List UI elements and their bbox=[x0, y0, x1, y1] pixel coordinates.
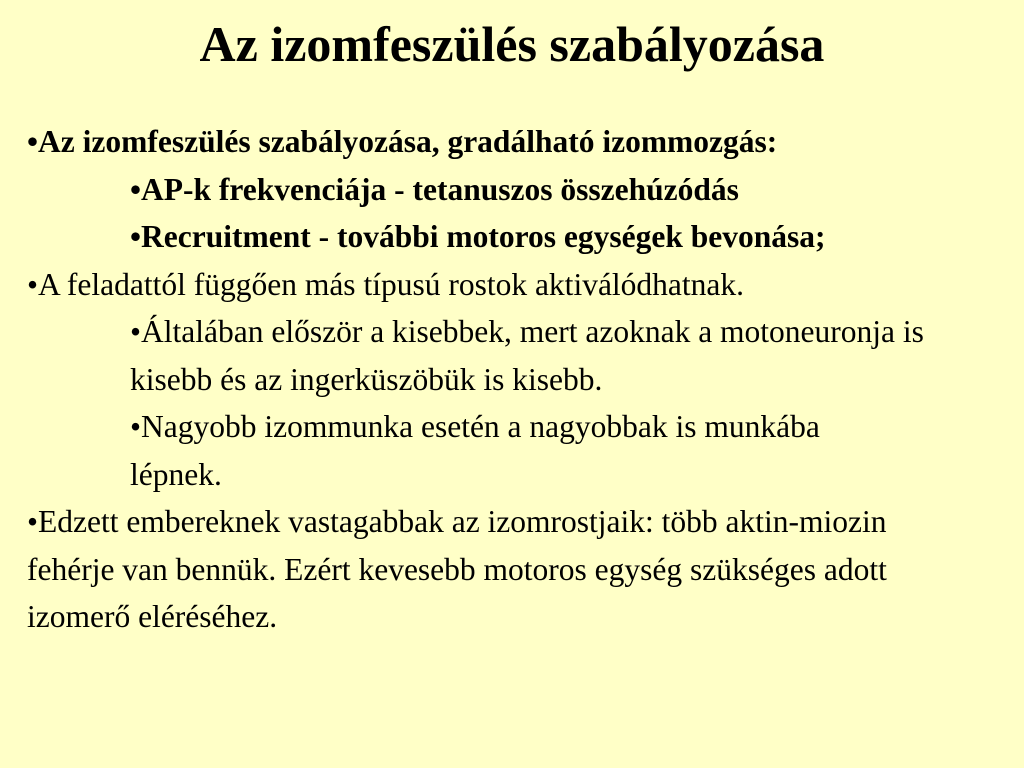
sub-bullet-item-2-text: Recruitment - további motoros egységek bevonása; bbox=[141, 219, 826, 254]
bullet-item-1-text: Az izomfeszülés szabályozása, gradálható izommozgás: bbox=[38, 124, 778, 159]
sub-bullet-item-4-text: Nagyobb izommunka esetén a nagyobbak is munkába lépnek. bbox=[130, 409, 820, 492]
sub-bullet-item-4 bbox=[130, 403, 1012, 498]
slide-title: Az izomfeszülés szabályozása bbox=[199, 16, 825, 72]
bullet-glyph: • bbox=[130, 219, 142, 254]
sub-bullet-item-3-text: Általában először a kisebbek, mert azoknak a motoneuronja is kisebb és az ingerküszöbük is kisebb. bbox=[130, 314, 924, 397]
slide-body bbox=[27, 118, 1012, 641]
bullet-glyph: • bbox=[27, 504, 39, 539]
bullet-item-2 bbox=[27, 261, 1012, 309]
bullet-glyph: • bbox=[27, 124, 39, 159]
bullet-item-1 bbox=[27, 118, 1012, 166]
bullet-glyph: • bbox=[130, 409, 142, 444]
sub-bullet-item-1 bbox=[130, 166, 1012, 214]
sub-bullet-item-3 bbox=[130, 308, 1012, 403]
bullet-glyph: • bbox=[27, 266, 39, 302]
bullet-glyph: • bbox=[130, 171, 142, 207]
sub-bullet-item-2 bbox=[130, 213, 1012, 261]
bullet-item-3-text: Edzett embereknek vastagabbak az izomrostjaik: több aktin-miozin fehérje van bennük. Ezért kevesebb motoros egység szükséges adott izomerő eléréséhez. bbox=[27, 504, 887, 634]
bullet-item-2-text: A feladattól függően más típusú rostok aktiválódhatnak. bbox=[38, 266, 745, 302]
bullet-glyph: • bbox=[130, 314, 142, 349]
sub-bullet-item-1-text: AP-k frekvenciája - tetanuszos összehúzódás bbox=[141, 171, 739, 207]
bullet-item-3 bbox=[27, 498, 1012, 641]
